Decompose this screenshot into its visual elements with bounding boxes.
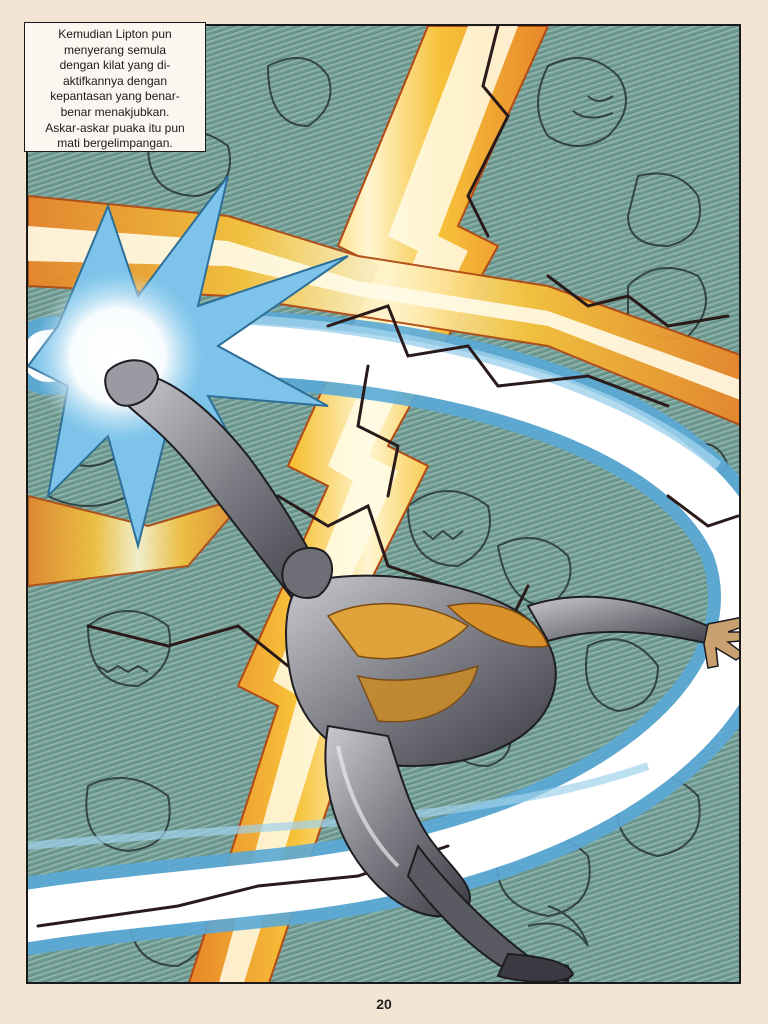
caption-line: Askar-askar puaka itu pun (45, 120, 185, 135)
comic-panel (26, 24, 741, 984)
caption-line: benar menakjubkan. (60, 104, 170, 119)
caption-line: menyerang semula (63, 42, 167, 57)
caption-line: aktifkannya dengan (62, 73, 168, 88)
caption-line: mati bergelimpangan. (57, 136, 173, 151)
caption-line: Kemudian Lipton pun (58, 27, 172, 41)
narration-caption-box (24, 22, 206, 152)
caption-line: dengan kilat yang di- (59, 58, 171, 73)
panel-illustration (28, 26, 741, 984)
caption-line: kepantasan yang benar- (50, 89, 180, 104)
page-number: 20 (376, 996, 392, 1012)
